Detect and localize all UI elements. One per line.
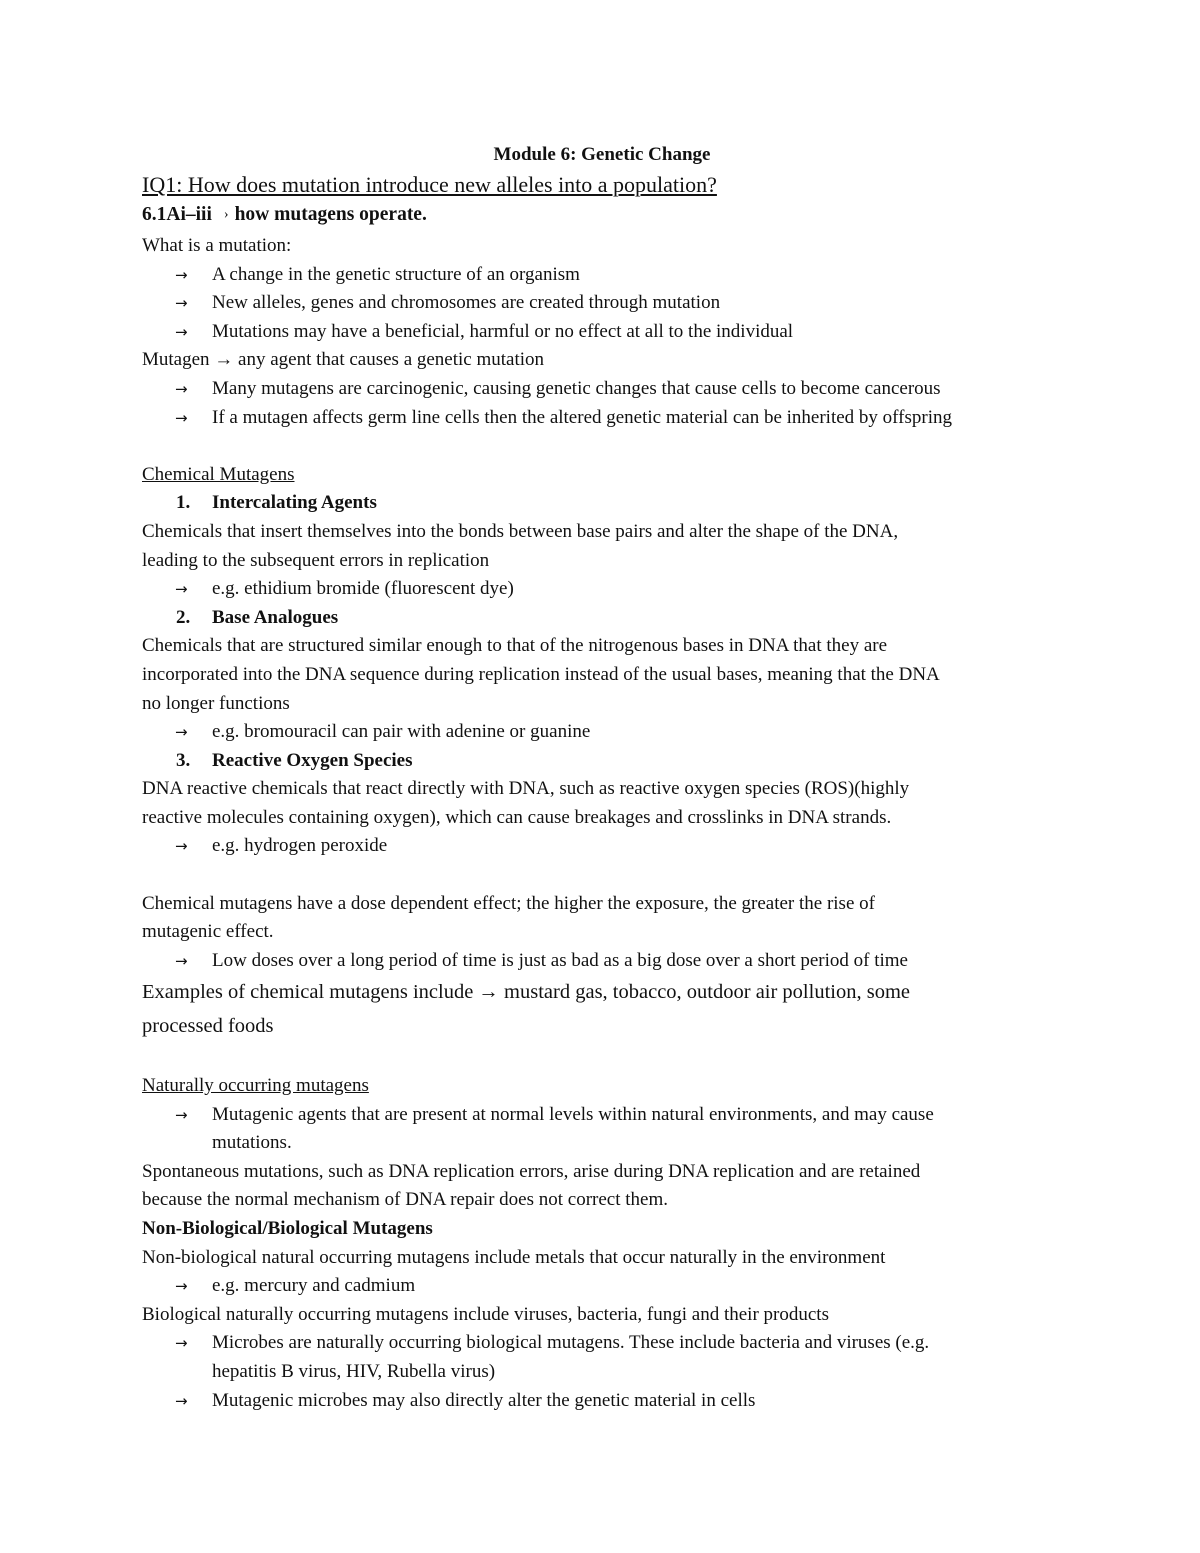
paragraph-line: DNA reactive chemicals that react directly with DNA, such as reactive oxygen species (ROS)(highly [142, 778, 910, 800]
list-item: → Mutagenic agents that are present at normal levels within natural environments, and may cause [142, 1101, 1062, 1130]
paragraph-line: processed foods [142, 1015, 274, 1038]
list-item: → e.g. bromouracil can pair with adenine or guanine [142, 718, 1062, 747]
list-item: → e.g. ethidium bromide (fluorescent dye) [142, 575, 1062, 604]
chemical-mutagens-heading: Chemical Mutagens [142, 463, 295, 485]
arrow-bullet-icon: → [175, 1105, 188, 1124]
arrow-bullet-icon: → [175, 723, 188, 742]
paragraph-line: Examples of chemical mutagens include → mustard gas, tobacco, outdoor air pollution, some [142, 981, 910, 1004]
numbered-heading: 3. Reactive Oxygen Species [176, 749, 413, 771]
numbered-heading: 1. Intercalating Agents [176, 492, 377, 514]
paragraph-line: Spontaneous mutations, such as DNA replication errors, arise during DNA replication and are retained [142, 1160, 921, 1182]
paragraph-line: Biological naturally occurring mutagens include viruses, bacteria, fungi and their products [142, 1303, 829, 1325]
list-item: → Mutagenic microbes may also directly alter the genetic material in cells [142, 1387, 1062, 1416]
arrow-bullet-icon: → [175, 322, 188, 341]
mutation-question: What is a mutation: [142, 235, 292, 256]
list-item: → e.g. hydrogen peroxide [142, 832, 1062, 861]
arrow-bullet-icon: → [175, 1334, 188, 1353]
list-item: → Many mutagens are carcinogenic, causing genetic changes that cause cells to become cancerous [142, 375, 1062, 404]
numbered-heading: 2. Base Analogues [176, 606, 339, 628]
paragraph-line: reactive molecules containing oxygen), which can cause breakages and crosslinks in DNA strands. [142, 806, 892, 828]
paragraph-line: incorporated into the DNA sequence during replication instead of the usual bases, meaning that the DNA [142, 663, 940, 685]
syllabus-separator: › [223, 207, 229, 222]
paragraph-line: because the normal mechanism of DNA repair does not correct them. [142, 1189, 669, 1211]
syllabus-code: 6.1Ai–iii [142, 204, 212, 225]
paragraph-line: Chemical mutagens have a dose dependent effect; the higher the exposure, the greater the rise of [142, 892, 875, 914]
list-item: → New alleles, genes and chromosomes are created through mutation [142, 289, 1062, 318]
list-item-continuation: mutations. [212, 1132, 292, 1154]
arrow-bullet-icon: → [175, 951, 188, 970]
arrow-bullet-icon: → [175, 1277, 188, 1296]
arrow-bullet-icon: → [175, 837, 188, 856]
list-item: → Microbes are naturally occurring biological mutagens. These include bacteria and viruses (e.g. [142, 1329, 1062, 1358]
paragraph-line: leading to the subsequent errors in replication [142, 549, 490, 571]
arrow-bullet-icon: → [175, 265, 188, 284]
list-item: → Mutations may have a beneficial, harmful or no effect at all to the individual [142, 318, 1062, 347]
paragraph-line: Chemicals that insert themselves into the bonds between base pairs and alter the shape of the DNA, [142, 520, 899, 542]
paragraph-line: mutagenic effect. [142, 921, 274, 943]
syllabus-description: how mutagens operate. [234, 204, 427, 225]
arrow-bullet-icon: → [175, 408, 188, 427]
document-page [142, 140, 1062, 1415]
arrow-bullet-icon: → [175, 580, 188, 599]
subsection-heading: Non-Biological/Biological Mutagens [142, 1218, 433, 1239]
inquiry-question: IQ1: How does mutation introduce new alleles into a population? [142, 172, 717, 197]
paragraph-line: Chemicals that are structured similar enough to that of the nitrogenous bases in DNA that they are [142, 635, 888, 657]
mutagen-definition: Mutagen → any agent that causes a genetic mutation [142, 349, 545, 371]
paragraph-line: Non-biological natural occurring mutagens include metals that occur naturally in the environment [142, 1246, 886, 1268]
arrow-bullet-icon: → [175, 1391, 188, 1410]
list-item: → If a mutagen affects germ line cells then the altered genetic material can be inherited by offspring [142, 404, 1062, 433]
arrow-bullet-icon: → [175, 379, 188, 398]
paragraph-line: no longer functions [142, 692, 290, 714]
spacer [142, 1043, 1062, 1072]
list-item: → A change in the genetic structure of an organism [142, 261, 1062, 290]
arrow-bullet-icon: → [175, 294, 188, 313]
spacer [142, 861, 1062, 890]
natural-mutagens-heading: Naturally occurring mutagens [142, 1075, 369, 1097]
list-item: → e.g. mercury and cadmium [142, 1272, 1062, 1301]
list-item: → Low doses over a long period of time is just as bad as a big dose over a short period of time [142, 947, 1062, 976]
page-title: Module 6: Genetic Change [493, 144, 711, 165]
spacer [142, 432, 1062, 461]
list-item-continuation: hepatitis B virus, HIV, Rubella virus) [212, 1360, 496, 1382]
syllabus-point [142, 200, 1062, 232]
